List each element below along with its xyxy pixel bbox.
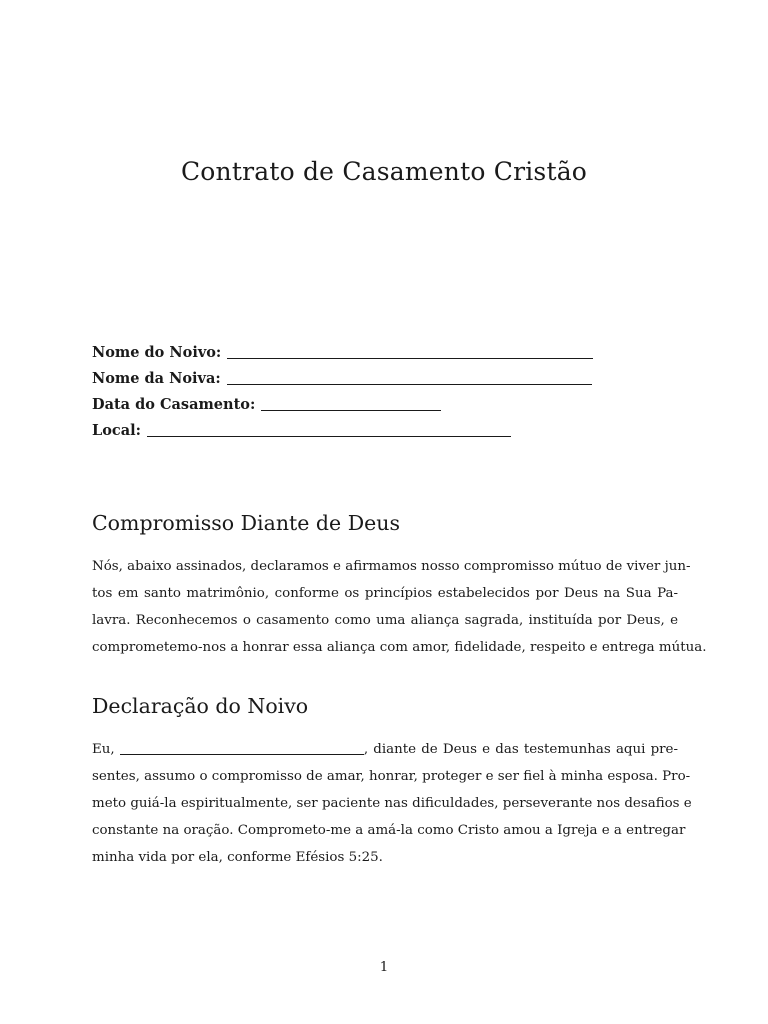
location-field [92, 418, 593, 444]
wedding-date-field [92, 392, 593, 418]
bride-name-label: Nome da Noiva: [92, 370, 221, 387]
section-heading-commitment: Compromisso Diante de Deus [92, 511, 400, 535]
bride-name-field [92, 366, 593, 392]
declaration-prefix: Eu, [92, 742, 115, 757]
text-line: sentes, assumo o compromisso de amar, honrar, proteger e ser fiel à minha esposa. Pro- [92, 769, 691, 784]
page-number: 1 [379, 960, 389, 975]
groom-declaration-name-line[interactable] [120, 742, 364, 755]
text-line: constante na oração. Comprometo-me a amá-la como Cristo amou a Igreja e a entregar [92, 823, 686, 838]
text-line [92, 736, 678, 763]
document-title: Contrato de Casamento Cristão [180, 157, 588, 186]
text-line: meto guiá-la espiritualmente, ser paciente nas dificuldades, perseverante nos desafios e [92, 796, 692, 811]
text-line: comprometemo-nos a honrar essa aliança com amor, fidelidade, respeito e entrega mútua. [92, 640, 707, 655]
text-line: tos em santo matrimônio, conforme os princípios estabelecidos por Deus na Sua Pa- [92, 586, 678, 601]
text-line: minha vida por ela, conforme Efésios 5:25. [92, 850, 383, 865]
groom-name-field [92, 340, 593, 366]
section-heading-groom-declaration: Declaração do Noivo [92, 694, 309, 718]
text-line: lavra. Reconhecemos o casamento como uma aliança sagrada, instituída por Deus, e [92, 613, 678, 628]
location-line[interactable] [147, 422, 511, 437]
location-label: Local: [92, 422, 141, 439]
groom-name-label: Nome do Noivo: [92, 344, 222, 361]
text-line: Nós, abaixo assinados, declaramos e afirmamos nosso compromisso mútuo de viver jun- [92, 559, 691, 574]
wedding-date-label: Data do Casamento: [92, 396, 256, 413]
section-body-commitment [92, 553, 707, 661]
info-fields [92, 340, 593, 444]
wedding-date-line[interactable] [261, 396, 441, 411]
bride-name-line[interactable] [227, 370, 592, 385]
declaration-suffix: , diante de Deus e das testemunhas aqui pre- [363, 742, 678, 757]
groom-name-line[interactable] [227, 344, 593, 359]
section-body-groom-declaration [92, 736, 692, 871]
